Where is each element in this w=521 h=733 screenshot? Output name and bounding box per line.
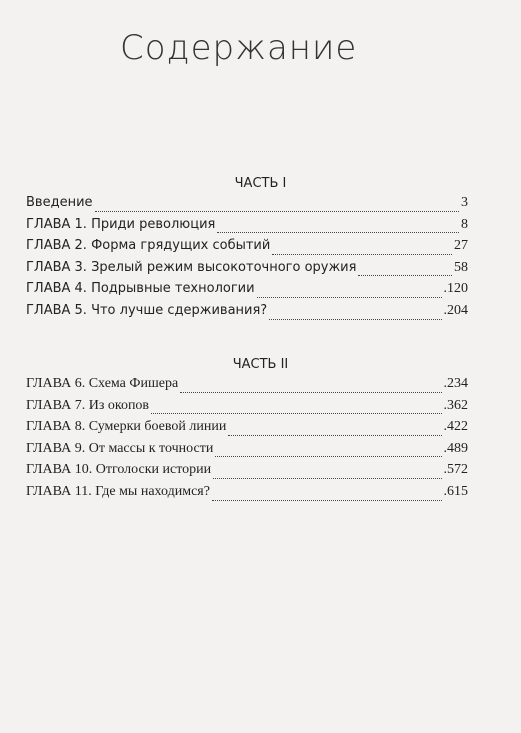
toc-entry[interactable] [26, 303, 468, 325]
toc-entry[interactable] [26, 260, 468, 282]
toc-entry-title: ГЛАВА 11. Где мы находимся? [26, 483, 210, 499]
dot-leader [180, 391, 441, 393]
toc-entry-title: Введение [26, 195, 93, 210]
dot-leader [213, 477, 441, 479]
dot-leader [151, 412, 441, 414]
toc-entry-page: 58 [454, 259, 468, 275]
toc-entry-page: 8 [461, 216, 468, 232]
dot-leader [257, 296, 442, 298]
toc-entry[interactable] [26, 441, 468, 463]
dot-leader [95, 210, 459, 212]
toc-entry[interactable] [26, 217, 468, 239]
toc-entry-title: ГЛАВА 1. Приди революция [26, 216, 216, 232]
toc-entry-page: .572 [443, 462, 468, 478]
dot-leader [269, 318, 441, 320]
part-1-list [26, 195, 468, 325]
toc-entry-page: .489 [443, 440, 468, 456]
toc-entry[interactable] [26, 376, 468, 398]
toc-entry-title: ГЛАВА 3. Зрелый режим высокоточного оружия [26, 259, 357, 275]
page-title: Содержание [120, 28, 358, 68]
toc-entry-page: .204 [443, 302, 468, 318]
toc-entry[interactable] [26, 398, 468, 420]
toc-entry[interactable] [26, 238, 468, 260]
toc-entry-page: .615 [443, 483, 468, 499]
toc-entry-page: 3 [461, 195, 468, 210]
dot-leader [358, 274, 452, 276]
toc-entry-title: ГЛАВА 9. От массы к точности [26, 440, 214, 456]
toc-entry-title: ГЛАВА 5. Что лучше сдерживания? [26, 302, 268, 318]
toc-entry[interactable] [26, 195, 468, 217]
part-1-heading: ЧАСТЬ I [234, 176, 287, 191]
dot-leader [212, 499, 442, 501]
toc-entry-page: .234 [443, 376, 468, 391]
toc-entry-page: .422 [443, 419, 468, 435]
toc-entry[interactable] [26, 419, 468, 441]
dot-leader [215, 455, 441, 457]
toc-entry-title: ГЛАВА 10. Отголоски истории [26, 462, 212, 478]
toc-entry-title: ГЛАВА 2. Форма грядущих событий [26, 238, 271, 254]
toc-entry-title: ГЛАВА 8. Сумерки боевой линии [26, 419, 227, 435]
part-2-heading: ЧАСТЬ II [232, 357, 289, 372]
toc-entry-title: ГЛАВА 6. Схема Фишера [26, 376, 179, 391]
toc-entry[interactable] [26, 484, 468, 506]
toc-entry[interactable] [26, 462, 468, 484]
dot-leader [217, 231, 459, 233]
toc-entry-title: ГЛАВА 4. Подрывные технологии [26, 281, 255, 297]
part-2-list [26, 376, 468, 506]
dot-leader [272, 253, 452, 255]
toc-entry-page: .362 [443, 397, 468, 413]
toc-entry[interactable] [26, 281, 468, 303]
toc-entry-title: ГЛАВА 7. Из окопов [26, 397, 150, 413]
toc-entry-page: .120 [443, 281, 468, 297]
toc-entry-page: 27 [454, 238, 468, 254]
dot-leader [228, 434, 441, 436]
